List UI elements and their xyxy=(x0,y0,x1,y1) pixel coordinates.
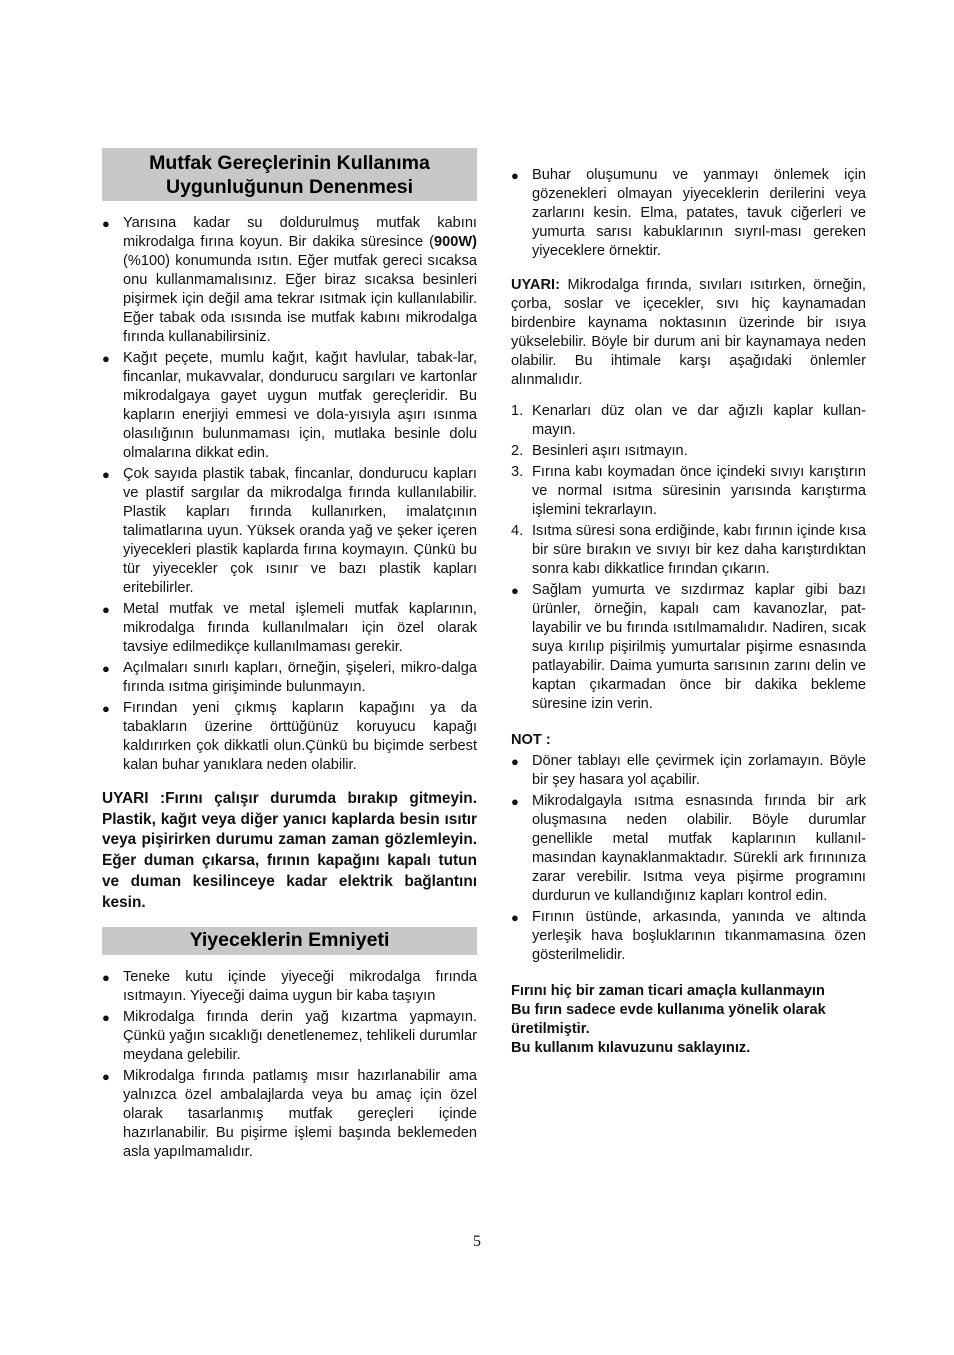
bullet-icon: ● xyxy=(102,216,110,231)
bullet-icon: ● xyxy=(102,661,110,676)
list-item: 4. Isıtma süresi sona erdiğinde, kabı fırının içinde kısa bir süre bırakın ve sıvıyı bir kez daha karıştırdıktan sonra kabı dikkatlice fırından çıkarın. xyxy=(511,523,866,577)
list-item: ● Yarısına kadar su doldurulmuş mutfak kabını mikrodalga fırına koyun. Bir dakika süresince (900W) (%100) konumunda ısıtın. Eğer mutfak gereci sıcaksa onu kullanmamalısınız. Eğer biraz sıcaksa besinleri pişirmek için değil ama tekrar ısıtmak için kullanılabilir. Eğer tabak oda ısısında ise mutfak kabını mikrodalga fırında kullanabilirsiniz. xyxy=(102,215,477,345)
right-column xyxy=(511,166,866,1058)
section-heading-utensil-test xyxy=(102,148,477,201)
page-number: 5 xyxy=(473,1233,481,1250)
list-item: ● Mikrodalga fırında derin yağ kızartma yapmayın. Çünkü yağın sıcaklığı denetlenemez, tehlikeli durumlar meydana gelebilir. xyxy=(102,1009,477,1064)
note-label: NOT : xyxy=(511,732,551,748)
bullet-icon: ● xyxy=(102,602,110,617)
list-item: ● Açılmaları sınırlı kapları, örneğin, şişeleri, mikro-dalga fırında ısıtma girişiminde bulunmayın. xyxy=(102,660,477,695)
precaution-list xyxy=(511,402,866,579)
list-item: 3. Fırına kabı koymadan önce içindeki sıvıyı karıştırın ve normal ısıtma süresinin yarısında karıştırma işlemini tekrarlayın. xyxy=(511,464,866,518)
bullet-icon: ● xyxy=(102,351,110,366)
list-item: 2. Besinleri aşırı ısıtmayın. xyxy=(511,443,688,459)
list-item: ● Sağlam yumurta ve sızdırmaz kaplar gibi bazı ürünler, örneğin, kapalı cam kavanozlar, pat-layabilir ve bu fırında ısıtılmamalıdır. Nadiren, sıcak suya kırılıp pişirilmiş yumurtalar pişirme esnasında patlayabilir. Daima yumurta sarısının zarını delin ve kaptan çıkarmadan önce bir dakika bekleme süresine izin verin. xyxy=(511,582,866,712)
section-heading-line: Uygunluğunun Denenmesi xyxy=(165,176,413,198)
bullet-icon: ● xyxy=(511,910,519,925)
utensil-test-list xyxy=(102,214,477,775)
bullet-icon: ● xyxy=(511,583,519,598)
note-list xyxy=(511,752,866,965)
egg-list xyxy=(511,581,866,714)
list-item: 1. Kenarları düz olan ve dar ağızlı kaplar kullan-mayın. xyxy=(511,403,866,438)
section-heading-food-safety: Yiyeceklerin Emniyeti xyxy=(102,927,477,955)
commercial-use-notice: Fırını hiç bir zaman ticari amaçla kullanmayın Bu fırın sadece evde kullanıma yönelik olarak üretilmiştir. Bu kullanım kılavuzunu saklayınız. xyxy=(511,983,826,1056)
bullet-icon: ● xyxy=(102,701,110,716)
left-column xyxy=(102,148,477,1164)
list-item: ● Teneke kutu içinde yiyeceği mikrodalga fırında ısıtmayın. Yiyeceği daima uygun bir kaba taşıyın xyxy=(102,969,477,1005)
bullet-icon: ● xyxy=(102,970,110,986)
peel-list xyxy=(511,166,866,261)
list-item: ● Çok sayıda plastik tabak, fincanlar, dondurucu kapları ve plastif sargılar da mikrodalga fırında kullanılabilir. Plastik kapları fırında kullanırken, imalatçının talimatlarına uyun. Yüksek oranda yağ ve şeker içeren yiyecekleri plastik kaplarda fırına koymayın. Çünkü bu tür yiyecekler çok ısınır ve bazı plastik kapları eritebilirler. xyxy=(102,466,477,596)
list-item: ● Mikrodalgayla ısıtma esnasında fırında bir ark oluşmasına neden olabilir. Böyle durumlar genellikle metal mutfak kaplarının kullanıl-masından kaynaklanmaktadır. Sürekli ark fırınınıza zarar verebilir. Isıtma veya pişirme programını durdurun ve kullandığınız kapları kontrol edin. xyxy=(511,793,866,904)
bullet-icon: ● xyxy=(102,1010,110,1026)
list-item: ● Kağıt peçete, mumlu kağıt, kağıt havlular, tabak-lar, fincanlar, mukavvalar, dondurucu sargıları ve kartonlar mikrodalgaya gayet uygun mutfak gereçleridir. Bu kapların enerjiyi emmesi ve dola-yısıyla aşırı ısınma olasılığının bulunmaması için, mutlaka besinle dolu olmalarına dikkat edin. xyxy=(102,350,477,461)
list-item: ● Mikrodalga fırında patlamış mısır hazırlanabilir ama yalnızca özel ambalajlarda veya bu amaç için özel olarak tasarlanmış mutfak gereçleri içinde hazırlanabilir. Bu pişirme işlemi başında beklemeden asla yapılmamalıdır. xyxy=(102,1068,477,1161)
list-item: ● Döner tablayı elle çevirmek için zorlamayın. Böyle bir şey hasara yol açabilir. xyxy=(511,753,866,788)
bullet-icon: ● xyxy=(102,467,110,482)
list-item: ● Buhar oluşumunu ve yanmayı önlemek için gözenekleri olmayan yiyeceklerin derilerini veya zarlarını kesin. Elma, patates, tavuk ciğerleri ve yumurta sarısı kabuklarının sıyrıl-ması gereken yiyeceklere örnektir. xyxy=(511,167,866,259)
section-heading-line: Mutfak Gereçlerinin Kullanıma xyxy=(149,152,430,174)
bullet-icon: ● xyxy=(511,754,519,769)
list-item: ● Fırından yeni çıkmış kapların kapağını ya da tabakların üzerine örttüğünüz koruyucu kapağı kaldırırken çok dikkatli olun.Çünkü bu biçimde serbest kalan buhar yanıklara neden olabilir. xyxy=(102,700,477,773)
list-item: ● Fırının üstünde, arkasında, yanında ve altında yerleşik hava boşluklarının tıkanmamasına özen gösterilmelidir. xyxy=(511,909,866,963)
bullet-icon: ● xyxy=(511,168,519,183)
list-item: ● Metal mutfak ve metal işlemeli mutfak kaplarının, mikrodalga fırında kullanılmaları için özel olarak tavsiye edilmedikçe kullanılmaması gerekir. xyxy=(102,601,477,655)
liquid-warning: UYARI: Mikrodalga fırında, sıvıları ısıtırken, örneğin, çorba, soslar ve içecekler, sıvı hiç kaynamadan birdenbire kaynama noktasının üzerinde bir ısıya yükselebilir. Böyle bir durum ani bir kaynamaya neden olabilir. Bu ihtimale karşı aşağıdaki önlemler alınmalıdır. xyxy=(511,277,866,388)
bullet-icon: ● xyxy=(511,794,519,809)
bullet-icon: ● xyxy=(102,1069,110,1085)
food-safety-list xyxy=(102,968,477,1162)
operation-warning: UYARI :Fırını çalışır durumda bırakıp gitmeyin. Plastik, kağıt veya diğer yanıcı kaplarda besin ısıtır veya pişirirken durumu zaman zaman gözlemleyin. Eğer duman çıkarsa, fırının kapağını kapalı tutun ve duman kesilinceye kadar elektrik bağlantını kesin. xyxy=(102,790,477,911)
